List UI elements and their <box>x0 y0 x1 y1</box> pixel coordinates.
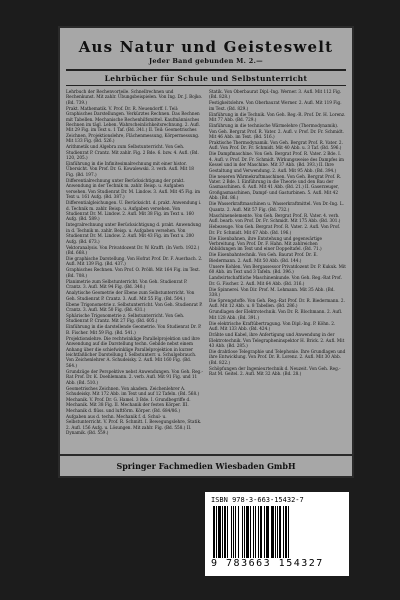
book-entry: Prakt. Mathematik. V. Prof. Dr. R. Neuendorff. I. Teil: Graphisches Darstellungen. Verkürztes Rechnen. Das Rechnen mit Tabellen. Mechanische Rechenhilfsmittel. Kaufmännisches Rechnen im tägl. Leben. Wahrscheinlichkeitsrechnung. 2. Aufl. Mit 29 Fig. im Text u. 1 Taf. (Bd. 341.) II. Teil: Geometrisches Zeichnen, Projektionslehre, Flächenmessung, Körpermessung. Mit 133 Fig. (Bd. 526.) <box>66 105 201 144</box>
book-entry: Einführung in die Technik. Von Geh. Reg.-R. Prof. Dr. H. Lorenz. Mit 77 Abb. (Bd. 729.) <box>209 111 346 123</box>
book-entry: Die Dampfmaschine. Von Geh. Bergrat Prof. R. Vater. 2 Bde. I. 4. Aufl. v. Prof. Dr. Fr. Schmidt. Wirkungsweise des Dampfes im Kessel und in der Maschine. Mit 37 Abb. (Bd. 393.) II. Ihre Gestaltung und Verwendung. 2. Aufl. Mit 95 Abb. (Bd. 394.) <box>209 151 345 173</box>
isbn-digits: 9 783663 154327 <box>211 558 324 569</box>
book-entry: Die drahtlose Telegraphie und Telephonie. Ihre Grundlagen und ihre Entwicklung. Von Prof. Dr. R. Lorenz. 2. Aufl. Mit 30 Abb. (Bd. 822.) <box>209 348 346 365</box>
book-entry: Lehrbuch der Rechenvorteile. Schnellrechnen und Rechenkunst. Mit zahlr. Übungsbeispielen. Von Ing. Dr. J. Bojko. (Bd. 739.) <box>66 89 203 105</box>
publisher-name: Springer Fachmedien Wiesbaden GmbH <box>58 456 354 478</box>
barcode-icon <box>213 506 341 558</box>
book-entry: Aufgaben aus d. techn. Mechanik f. d. Schul- u. Selbstunterricht. V. Prof. R. Schmitt. I. Bewegungslehre, Statik. 2. Aufl. 156 Aufg. u. Lösungen. Mit zahlr. Fig. (Bd. 558.) II. Dynamik. (Bd. 559.) <box>66 413 202 436</box>
book-entry: Statik. Von Oberbaurat Dipl.-Ing. Werner. 3. Aufl. Mit 112 Fig. (Bd. 828.) <box>209 89 342 100</box>
book-entry: Die Eisenbahnen, ihre Entstehung und gegenwärtige Verbreitung. Von Prof. Dr. F. Hahn. Mit zahlreichen Abbildungen im Text und einer Doppeltafel. (Bd. 71.) <box>209 235 323 252</box>
book-entry: Einführung in die darstellende Geometrie. Von Studienrat Dr. P. B. Fischer. Mit 59 Fig. (Bd. 541.) <box>66 324 202 335</box>
isbn-barcode-block <box>205 492 349 576</box>
book-entry: Die Spinnerei. Von Dir. Prof. M. Lehmann. Mit 35 Abb. (Bd. 338.) <box>209 286 335 297</box>
book-entry: Die Eisenbahntechnik. Von Geh. Baurat Prof. Dr. E. Biedermann. 2. Aufl. Mit 50 Abb. (Bd. 144.) <box>209 252 318 263</box>
book-entry: Praktische Thermodynamik. Von Geh. Bergrat Prof. R. Vater. 2. Aufl. Von Prof. Dr. Fr. Schmidt. Mit 40 Abb. u. 3 Taf. (Bd. 596.) <box>209 140 343 151</box>
book-entry: Planimetrie zum Selbstunterricht. Von Geh. Studienrat P. Crantz. 3. Aufl. Mit 94 Fig. (Bd. 340.) <box>66 278 188 290</box>
book-entry: Die Wasserkraftmaschinen u. Wasserkraftmittel. Von Dr.-Ing. L. Quantz. 2. Aufl. Mit 57 Fig. (Bd. 732.) <box>209 201 344 212</box>
book-entry: Mechanik. V. Prof. Dr. G. Hamel. 3 Bde. I. Grundbegriffe d. Mechanik. Mit 38 Fig. II. Mechanik der festen Körper. III. Mechanik d. flüss. und luftförm. Körper. (Bd. 684/86.) <box>66 397 191 413</box>
book-entry: Landwirtschaftliche Maschinenkunde. Von Geh. Reg.-Rat Prof. Dr. G. Fischer. 2. Aufl. Mit 64 Abb. (Bd. 316.) <box>209 275 342 286</box>
series-title: Aus Natur und Geisteswelt <box>78 38 334 56</box>
book-entry: Differentialrechnung unter Berücksichtigung der prakt. Anwendung in der Technik m. zahlr. Beisp. u. Aufgaben versehen. Von Studienrat Dr. M. Lindow. 3. Aufl. Mit 45 Fig. im Text u. 161 Aufg. (Bd. 387.) <box>66 177 201 200</box>
book-entry: Einführung in die technische Wärmelehre (Thermodynamik). Von Geh. Bergrat Prof. R. Vater. 2. Aufl. v. Prof. Dr. Fr. Schmidt. Mit 46 Abb. im Text. (Bd. 516.) <box>209 123 344 140</box>
book-entry: Arithmetik und Algebra zum Selbstunterricht. Von Geh. Studienrat P. Crantz. Mit zahlr. Fig. 2 Bde. 6. bzw. 4. Aufl. (Bd. 120, 205.) <box>66 144 199 161</box>
book-cover-panel <box>58 26 354 456</box>
book-entry: Die neueren Wärmekraftmaschinen. Von Geh. Bergrat Prof. R. Vater. 2 Bde. I. Einführung in die Theorie und den Bau der Gasmaschinen. 6. Aufl. Mit 41 Abb. (Bd. 21.) II. Gaserzeuger, Großgasmaschinen, Dampf- und Gasturbinen. 5. Aufl. Mit 42 Abb. (Bd. 86.) <box>209 173 342 201</box>
book-entry: Maschinenelemente. Von Geh. Bergrat Prof. R. Vater. 4. verb. Aufl. bearb. von Prof. Dr. Fr. Schmidt. Mit 175 Abb. (Bd. 301.) <box>209 212 341 224</box>
book-list <box>66 89 346 436</box>
book-entry: Die Sprengstoffe. Von Geh. Reg.-Rat Prof. Dr. R. Biedermann. 2. Aufl. Mit 12 Abb. u. 8 Tabellen. (Bd. 286.) <box>209 297 345 309</box>
isbn-label: ISBN 978-3-663-15432-7 <box>211 496 304 504</box>
book-entry: Vektoranalysis. Von Privatdozent Dr. W. Krafft. (In Vorb. 1922.) (Bd. 668.) <box>66 244 200 255</box>
book-entry: Unsere Kohlen. Von Bergassessor Privatdozent Dr. P. Kukuk. Mit 60 Abb. im Text und 3 Tafeln. (Bd. 396.) <box>209 263 346 275</box>
book-entry: Differentialgleichungen. U. Berücksicht. d. prakt. Anwendung i. d. Technik m. zahlr. Beisp. u. Aufgaben versehen. Von Studienrat Dr. M. Lindow. 2. Aufl. Mit 38 Fig. im Text u. 160 Aufg. (Bd. 589.) <box>66 200 202 222</box>
divider <box>66 69 346 71</box>
book-list-column-left <box>66 89 203 436</box>
book-entry: Festigkeitslehre. Von Oberbaurat Werner. 2. Aufl. Mit 119 Fig. im Text. (Bd. 829.) <box>209 100 342 111</box>
book-entry: Geometrisches Zeichnen. Von akadem. Zeichenlehrer A. Schudeisky. Mit 172 Abb. im Text und auf 12 Tafeln. (Bd. 568.) <box>66 385 200 397</box>
book-entry: Einführung in die Infinitesimalrechnung mit einer histor. Übersicht. Von Prof. Dr. G. Kowalewski. 3. verb. Aufl. Mit 18 Fig. (Bd. 197.) <box>66 161 194 177</box>
book-entry: Ebene Trigonometrie z. Selbstunterricht. Von Geh. Studienrat P. Crantz. 3. Aufl. Mit 50 Fig. (Bd. 431.) <box>66 301 203 312</box>
book-entry: Analytische Geometrie der Ebene zum Selbstunterricht. Von Geh. Studienrat P. Crantz. 3. Aufl. Mit 55 Fig. (Bd. 504.) <box>66 290 195 301</box>
book-entry: Drähte und Kabel, ihre Anfertigung und Anwendung in der Elektrotechnik. Von Telegrapheninspektor H. Brick. 2. Aufl. Mit 43 Abb. (Bd. 285.) <box>209 332 345 348</box>
book-entry: Graphisches Rechnen. Von Prof. O. Prölß. Mit 164 Fig. im Text. (Bd. 708.) <box>66 267 201 278</box>
divider <box>66 85 346 86</box>
book-list-column-right <box>209 89 346 436</box>
book-entry: Projektionslehre. Die rechtwinklige Parallelprojektion und ihre Anwendung auf die Darstellung techn. Gebilde nebst einem Anhang über die schiefwinklige Parallelprojektion in kurzer leichtfaßlicher Darstellung f. Selbstunterr. u. Schulgebrauch. Von Zeichenlehrer A. Schudeisky. 2. Aufl. Mit 160 Fig. (Bd. 564.) <box>66 335 200 368</box>
series-subtitle: Jeder Band gebunden M. 2.— <box>149 57 263 65</box>
book-entry: Grundzüge der Perspektive nebst Anwendungen. Von Geh. Reg.-Rat Prof. Dr. K. Doehlemann. 2. verb. Aufl. Mit 91 Fig. und 11 Abb. (Bd. 510.) <box>66 368 203 385</box>
section-heading: Lehrbücher für Schule und Selbstunterricht <box>104 74 308 83</box>
book-entry: Die graphische Darstellung. Von Hofrat Prof. Dr. F. Auerbach. 2. Aufl. Mit 139 Fig. (Bd. 437.) <box>66 255 203 267</box>
book-entry: Hebezeuge. Von Geh. Bergrat Prof. R. Vater. 2. Aufl. Von Prof. Dr. Fr. Schmidt. Mit 67 Abb. (Bd. 196.) <box>209 224 341 235</box>
book-entry: Grundlagen der Elektrotechnik. Von Dr. R. Blochmann. 2. Aufl. Mit 128 Abb. (Bd. 391.) <box>209 309 343 320</box>
book-entry: Schöpfungen der Ingenieurtechnik d. Neuzeit. Von Geh. Reg.-Rat M. Geitel. 2. Aufl. Mit 32 Abb. (Bd. 28.) <box>209 365 341 377</box>
book-entry: Sphärische Trigonometrie z. Selbstunterricht. Von Geh. Studienrat P. Crantz. Mit 27 Fig. (Bd. 605.) <box>66 312 185 324</box>
book-entry: Integralrechnung unter Berücksichtigung d. prakt. Anwendung in d. Technik m. zahlr. Beisp. u. Aufgaben versehen. Von Studienrat Dr. M. Lindow. 2. Aufl. Mit 43 Fig. im Text u. 200 Aufg. (Bd. 673.) <box>66 222 201 244</box>
book-entry: Die elektrische Kraftübertragung. Von Dipl.-Ing. P. Köhn. 2. Aufl. Mit 133 Abb. (Bd. 424.) <box>209 320 336 332</box>
